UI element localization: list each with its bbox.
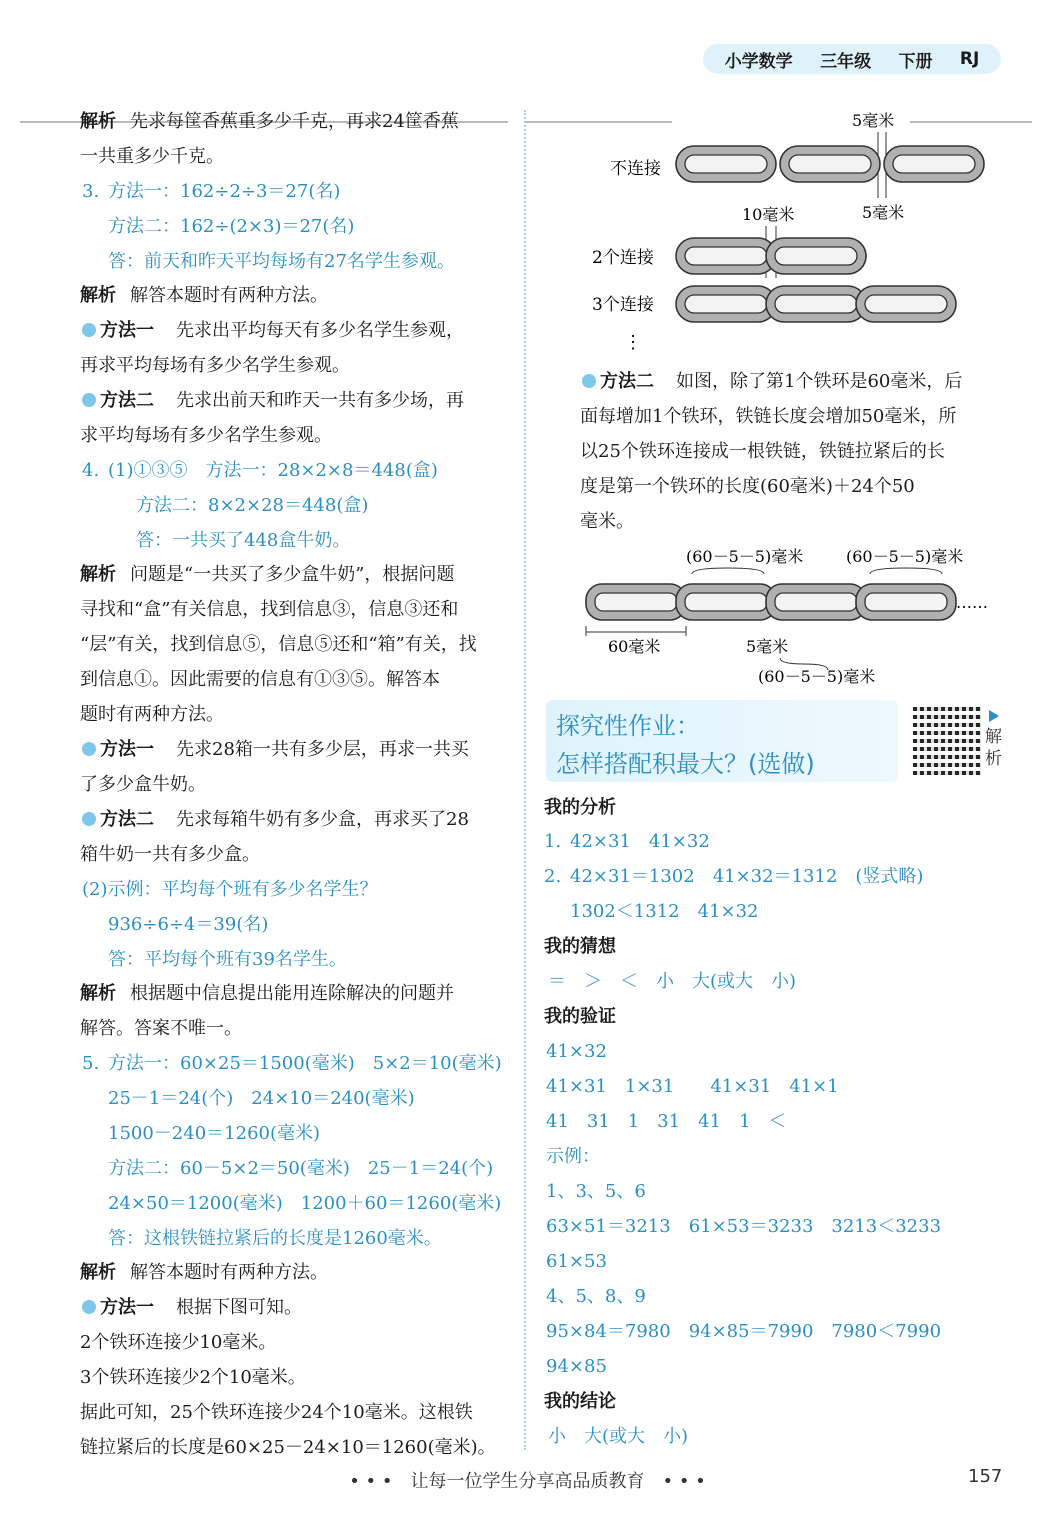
right-text-line — [544, 865, 561, 889]
right-line-text: 1302＜1312 41×32 — [570, 901, 759, 922]
left-text-line — [130, 284, 328, 308]
left-text-line — [176, 808, 469, 832]
qr-label-text: 解析 — [985, 727, 1002, 769]
right-line-text: 如图，除了第1个铁环是60毫米，后 — [676, 371, 963, 392]
qr-code-pattern — [913, 707, 981, 775]
left-text-line — [80, 284, 116, 308]
left-text-line — [108, 1087, 415, 1111]
left-text-line — [136, 494, 368, 518]
play-icon — [989, 710, 999, 722]
left-text-line — [82, 738, 154, 762]
left-line-text: 24×50＝1200(毫米) 1200＋60＝1260(毫米) — [108, 1193, 502, 1214]
d1-dots: ⋮ — [624, 332, 642, 353]
left-text-line — [80, 1436, 496, 1460]
left-text-line — [130, 1261, 328, 1285]
right-text-line — [544, 935, 616, 959]
header-subject: 小学数学 — [724, 51, 793, 72]
left-text-line — [80, 354, 350, 378]
left-line-text: 答：一共买了448盒牛奶。 — [136, 530, 351, 551]
right-line-text: 度是第一个铁环的长度(60毫米)＋24个50 — [580, 476, 915, 497]
right-line-text: 2. — [544, 866, 562, 887]
left-line-text: 链拉紧后的长度是60×25－24×10＝1260(毫米)。 — [80, 1437, 496, 1458]
left-line-text: (2)示例：平均每个班有多少名学生？ — [82, 879, 378, 900]
right-text-line — [544, 830, 561, 854]
method-marker-icon — [582, 374, 596, 388]
left-text-line — [80, 1261, 116, 1285]
left-line-text: 据此可知，25个铁环连接少24个10毫米。这根铁 — [80, 1402, 473, 1423]
header-edition: RJ — [959, 49, 980, 69]
left-line-text: 箱牛奶一共有多少盒。 — [80, 844, 260, 865]
right-line-text: 1. — [544, 831, 562, 852]
left-text-line — [82, 1296, 154, 1320]
left-line-text: 先求出前天和昨天一共有多少场，再 — [176, 390, 464, 411]
left-text-line — [176, 738, 469, 762]
left-text-line — [108, 948, 347, 972]
left-line-text: 方法二：8×2×28＝448(盒) — [136, 495, 369, 516]
right-line-text: 94×85 — [546, 1356, 607, 1377]
inquiry-title-line2: 怎样搭配积最大？(选做) — [556, 750, 815, 778]
right-text-line — [580, 440, 945, 464]
right-line-text: 示例： — [546, 1146, 600, 1167]
left-text-line — [108, 250, 455, 274]
right-line-text: 我的结论 — [544, 1391, 616, 1412]
right-text-line — [570, 900, 759, 924]
left-text-line — [80, 703, 224, 727]
left-text-line — [108, 1192, 501, 1216]
left-line-text: 先求每筐香蕉重多少千克，再求24筐香蕉 — [130, 111, 459, 132]
d2-label-d: 5毫米 — [746, 637, 789, 656]
method-marker-icon — [82, 1300, 96, 1314]
chain-diagram-1 — [580, 108, 1010, 358]
right-text-line — [570, 865, 923, 889]
right-text-line — [546, 1145, 600, 1169]
left-line-text: 解答本题时有两种方法。 — [130, 1262, 328, 1283]
right-line-text: 我的分析 — [544, 797, 616, 818]
left-line-text: 解析 — [80, 285, 116, 306]
right-text-line — [544, 1390, 616, 1414]
ring — [676, 286, 776, 322]
left-line-text: 先求28箱一共有多少层，再求一共买 — [176, 739, 469, 760]
ring — [586, 584, 686, 620]
left-line-text: 936÷6÷4＝39(名) — [108, 914, 269, 935]
d1-bottom-label: 5毫米 — [862, 203, 905, 222]
right-text-line — [546, 1355, 607, 1379]
right-line-text: 41×32 — [546, 1041, 607, 1062]
right-line-text: 42×31 41×32 — [570, 831, 710, 852]
qr-side-label — [985, 708, 1003, 770]
left-text-line — [108, 1157, 493, 1181]
left-line-text: 方法一 — [100, 320, 154, 341]
left-text-line — [108, 180, 340, 204]
left-line-text: 25－1＝24(个) 24×10＝240(毫米) — [108, 1088, 415, 1109]
left-text-line — [80, 145, 224, 169]
left-text-line — [130, 982, 454, 1006]
d1-row2-label: 2个连接 — [592, 248, 654, 268]
left-line-text: 求平均每场有多少名学生参观。 — [80, 425, 332, 446]
right-line-text: 毫米。 — [580, 511, 634, 532]
right-text-line — [580, 475, 915, 499]
left-line-text: 3个铁环连接少2个10毫米。 — [80, 1367, 306, 1388]
right-line-text: 以25个铁环连接成一根铁链，铁链拉紧后的长 — [580, 441, 945, 462]
left-line-text: 先求出平均每天有多少名学生参观， — [176, 320, 464, 341]
left-line-text: 解析 — [80, 1262, 116, 1283]
right-line-text: 小 大(或大 小) — [548, 1426, 689, 1447]
left-text-line — [80, 563, 116, 587]
ring — [676, 584, 776, 620]
ring — [766, 584, 866, 620]
left-text-line — [108, 215, 354, 239]
left-text-line — [80, 843, 260, 867]
column-divider — [524, 110, 526, 1450]
right-line-text: 1、3、5、6 — [546, 1181, 646, 1202]
left-line-text: 先求每箱牛奶有多少盒，再求买了28 — [176, 809, 469, 830]
right-line-text: 42×31＝1302 41×32＝1312 (竖式略) — [570, 866, 924, 887]
right-line-text: 方法二 — [600, 371, 654, 392]
left-line-text: 方法一 — [100, 739, 154, 760]
right-text-line — [546, 1180, 646, 1204]
left-text-line — [82, 389, 154, 413]
left-line-text: 方法二 — [100, 809, 154, 830]
left-line-text: 1500－240＝1260(毫米) — [108, 1123, 321, 1144]
left-line-text: 5. — [82, 1053, 100, 1074]
left-text-line — [80, 598, 458, 622]
left-line-text: 一共重多少千克。 — [80, 146, 224, 167]
left-line-text: 题时有两种方法。 — [80, 704, 224, 725]
left-text-line — [108, 913, 268, 937]
left-text-line — [108, 1122, 320, 1146]
method-marker-icon — [82, 742, 96, 756]
method-marker-icon — [82, 812, 96, 826]
left-text-line — [176, 389, 464, 413]
d2-label-b: (60－5－5)毫米 — [846, 547, 964, 566]
method-marker-icon — [82, 393, 96, 407]
left-line-text: 答：平均每个班有39名学生。 — [108, 949, 347, 970]
right-text-line — [546, 1285, 646, 1309]
d1-top-label: 5毫米 — [852, 111, 895, 130]
right-text-line — [582, 370, 654, 394]
right-text-line — [570, 830, 710, 854]
right-text-line — [544, 796, 616, 820]
inquiry-title-line1: 探究性作业： — [556, 712, 700, 740]
left-line-text: 解析 — [80, 111, 116, 132]
left-text-line — [80, 1366, 306, 1390]
right-line-text: 95×84＝7980 94×85＝7990 7980＜7990 — [546, 1321, 942, 1342]
left-line-text: 解答。答案不唯一。 — [80, 1018, 242, 1039]
left-text-line — [82, 319, 154, 343]
left-line-text: 方法一：60×25＝1500(毫米) 5×2＝10(毫米) — [108, 1053, 502, 1074]
left-line-text: 根据下图可知。 — [176, 1297, 302, 1318]
left-line-text: 解答本题时有两种方法。 — [130, 285, 328, 306]
left-line-text: 4. — [82, 460, 100, 481]
right-line-text: 61×53 — [546, 1251, 607, 1272]
chain-diagram-2 — [580, 540, 1020, 690]
right-text-line — [546, 1040, 607, 1064]
right-text-line — [546, 1250, 607, 1274]
d2-label-c: 60毫米 — [608, 637, 661, 656]
right-line-text: 63×51＝3213 61×53＝3233 3213＜3233 — [546, 1216, 942, 1237]
right-line-text: ＝ ＞ ＜ 小 大(或大 小) — [548, 971, 797, 992]
header-grade: 三年级 — [820, 51, 872, 72]
right-text-line — [548, 1425, 688, 1449]
left-text-line — [108, 1052, 502, 1076]
left-text-line — [80, 633, 477, 657]
ring — [856, 286, 956, 322]
right-line-text: 面每增加1个铁环，铁链长度会增加50毫米，所 — [580, 406, 957, 427]
left-line-text: 2个铁环连接少10毫米。 — [80, 1332, 277, 1353]
right-text-line — [676, 370, 962, 394]
ring — [856, 584, 956, 620]
left-text-line — [80, 1331, 276, 1355]
left-text-line — [80, 1401, 473, 1425]
left-text-line — [82, 459, 99, 483]
right-line-text: 我的验证 — [544, 1006, 616, 1027]
d2-label-a: (60－5－5)毫米 — [686, 547, 804, 566]
left-text-line — [176, 1296, 302, 1320]
ring — [766, 286, 866, 322]
right-line-text: 4、5、8、9 — [546, 1286, 646, 1307]
left-text-line — [82, 878, 378, 902]
header-volume: 下册 — [898, 51, 933, 72]
ring — [780, 146, 880, 182]
footer-slogan: • • • 让每一位学生分享高品质教育 • • • — [349, 1471, 706, 1492]
left-text-line — [136, 529, 350, 553]
left-text-line — [108, 1227, 442, 1251]
left-text-line — [130, 110, 459, 134]
left-line-text: 方法二：60－5×2＝50(毫米) 25－1＝24(个) — [108, 1158, 494, 1179]
ring — [766, 238, 866, 274]
d2-label-e: (60－5－5)毫米 — [758, 667, 876, 686]
left-line-text: 答：这根铁链拉紧后的长度是1260毫米。 — [108, 1228, 442, 1249]
left-text-line — [80, 982, 116, 1006]
d1-gap-label: 10毫米 — [742, 205, 795, 224]
left-text-line — [82, 808, 154, 832]
left-text-line — [80, 668, 440, 692]
left-line-text: 3. — [82, 181, 100, 202]
right-text-line — [544, 1005, 616, 1029]
left-text-line — [130, 563, 454, 587]
right-text-line — [580, 510, 634, 534]
left-text-line — [176, 319, 464, 343]
d1-row1-label: 不连接 — [610, 159, 661, 179]
left-line-text: 寻找和“盒”有关信息，找到信息③，信息③还和 — [80, 599, 459, 620]
left-line-text: 答：前天和昨天平均每场有27名学生参观。 — [108, 251, 455, 272]
right-text-line — [546, 1215, 941, 1239]
right-text-line — [546, 1075, 839, 1099]
ring — [676, 238, 776, 274]
left-line-text: 方法二：162÷(2×3)＝27(名) — [108, 216, 355, 237]
right-text-line — [580, 405, 956, 429]
right-line-text: 我的猜想 — [544, 936, 616, 957]
left-text-line — [82, 1052, 99, 1076]
d1-row3-label: 3个连接 — [592, 295, 654, 315]
left-line-text: 了多少盒牛奶。 — [80, 774, 206, 795]
right-text-line — [546, 1320, 941, 1344]
right-line-text: 41 31 1 31 41 1 ＜ — [546, 1111, 787, 1132]
left-line-text: 到信息①。因此需要的信息有①③⑤。解答本 — [80, 669, 440, 690]
left-line-text: 再求平均每场有多少名学生参观。 — [80, 355, 350, 376]
left-text-line — [108, 459, 438, 483]
right-text-line — [546, 1110, 787, 1134]
header-bar — [703, 44, 1001, 74]
left-line-text: 方法一：162÷2÷3＝27(名) — [108, 181, 341, 202]
method-marker-icon — [82, 323, 96, 337]
left-line-text: 解析 — [80, 564, 116, 585]
page-number: 157 — [968, 1466, 1003, 1487]
ring — [676, 146, 776, 182]
left-text-line — [80, 424, 332, 448]
left-line-text: (1)①③⑤ 方法一：28×2×8＝448(盒) — [108, 460, 438, 481]
left-text-line — [82, 180, 99, 204]
right-line-text: 41×31 1×31 41×31 41×1 — [546, 1076, 839, 1097]
left-text-line — [80, 1017, 242, 1041]
left-text-line — [80, 110, 116, 134]
left-text-line — [80, 773, 206, 797]
d2-ellipsis: …… — [956, 593, 988, 612]
ring — [884, 146, 984, 182]
left-line-text: 方法一 — [100, 1297, 154, 1318]
left-line-text: 方法二 — [100, 390, 154, 411]
left-line-text: 根据题中信息提出能用连除解决的问题并 — [130, 983, 454, 1004]
left-line-text: 问题是“一共买了多少盒牛奶”，根据问题 — [130, 564, 455, 585]
right-text-line — [548, 970, 796, 994]
left-line-text: “层”有关，找到信息⑤，信息⑤还和“箱”有关，找 — [80, 634, 477, 655]
left-line-text: 解析 — [80, 983, 116, 1004]
